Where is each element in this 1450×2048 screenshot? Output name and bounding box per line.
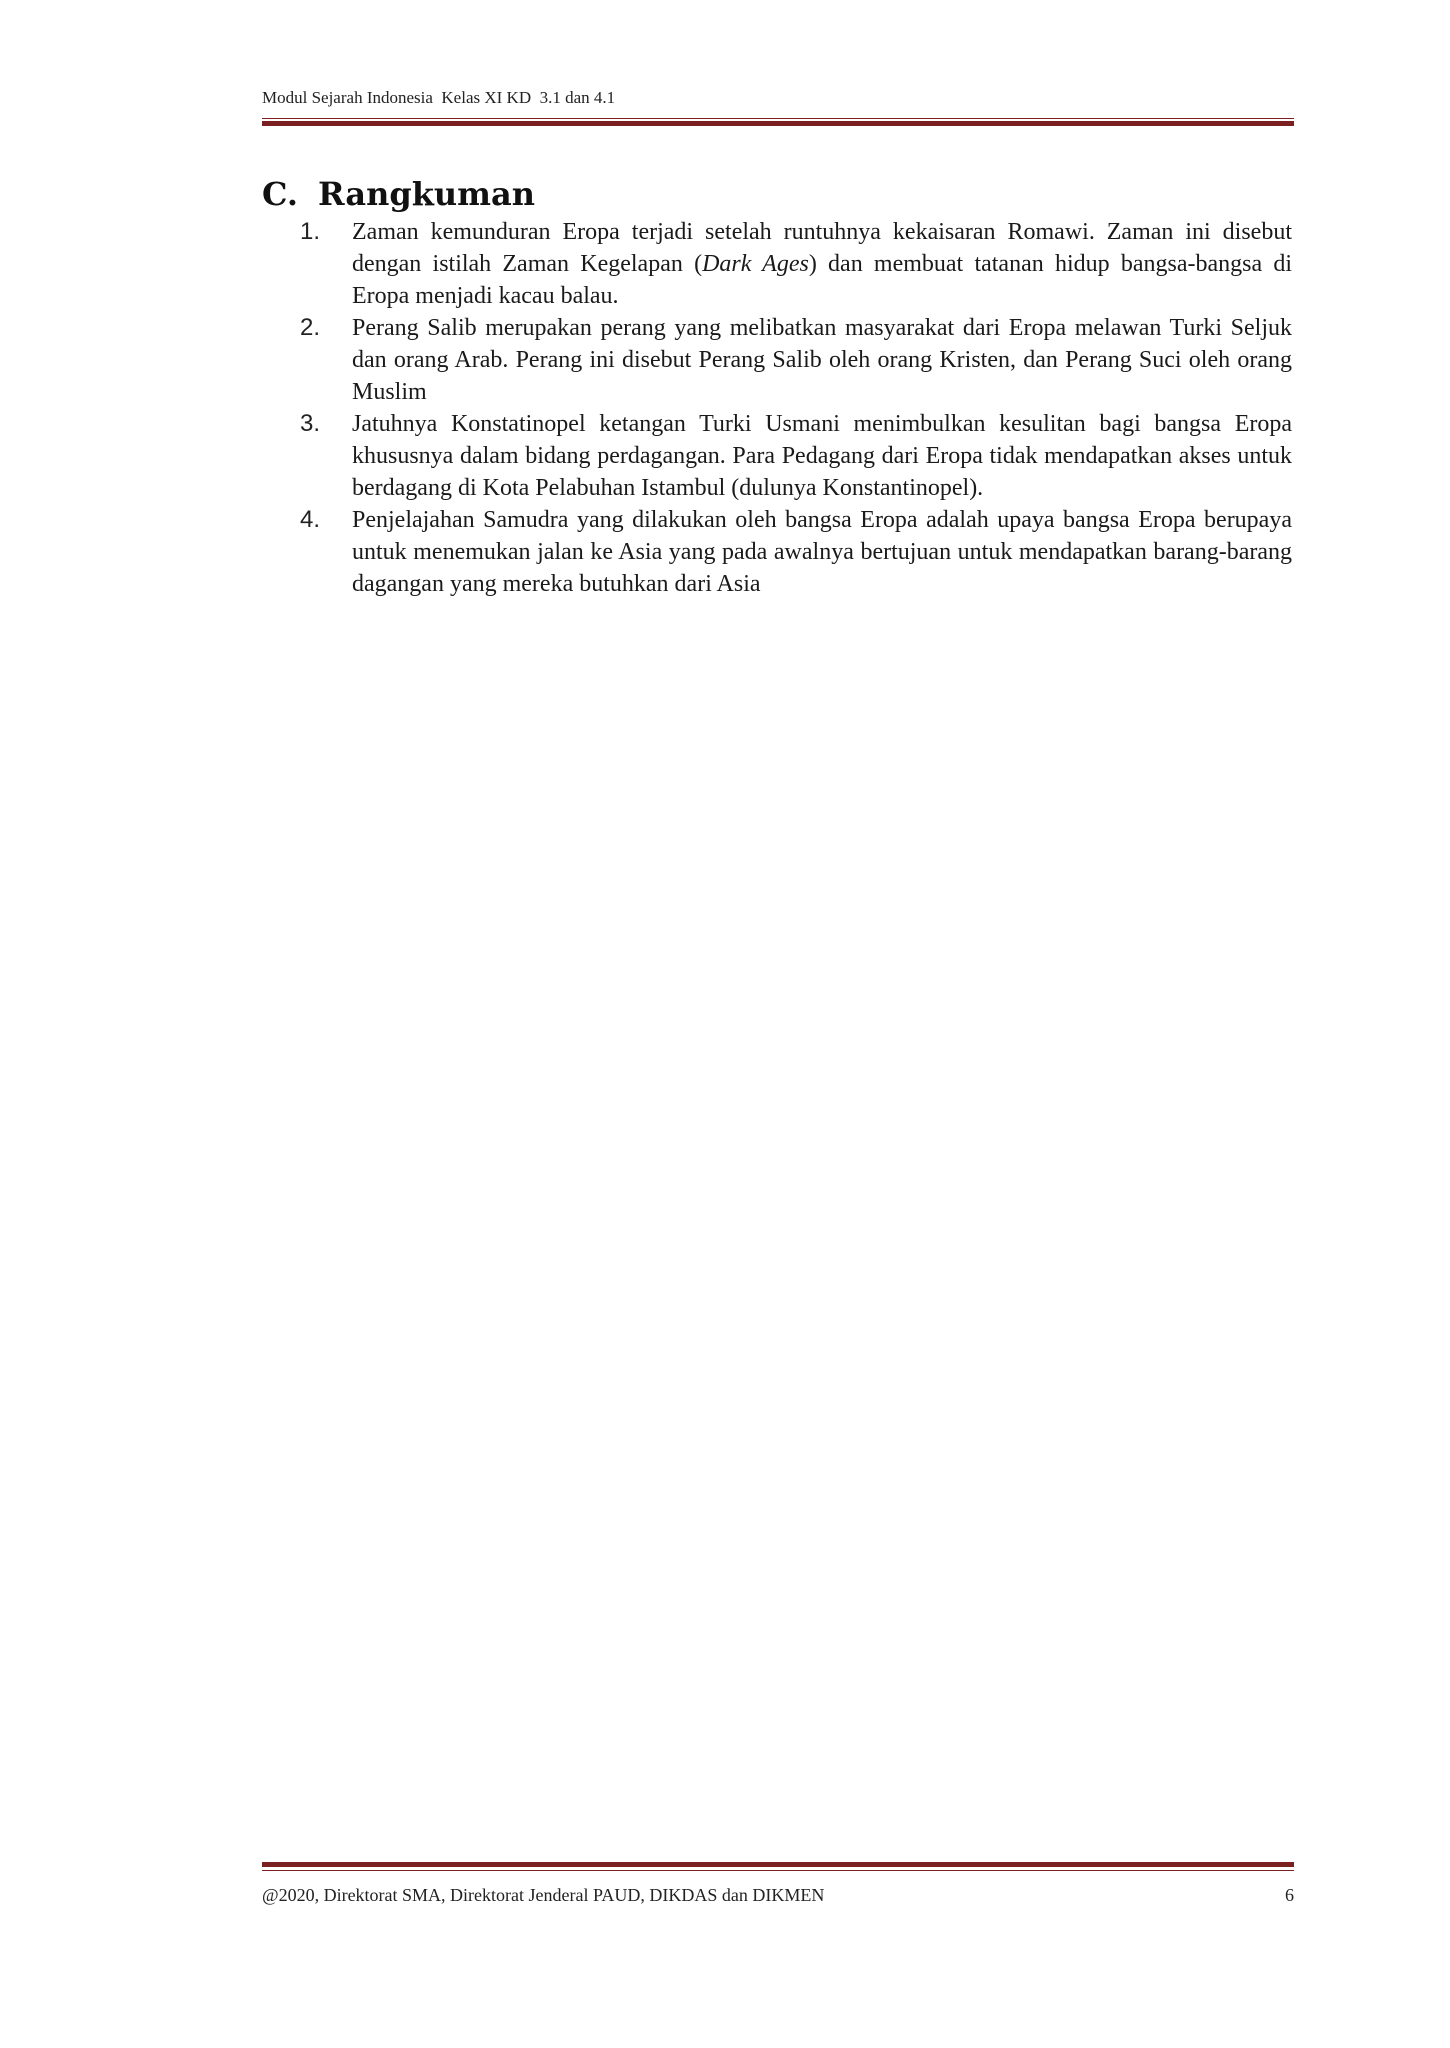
item-number: 2. [300, 314, 321, 341]
section-title [262, 172, 1294, 216]
footer-rule-thin [262, 1870, 1294, 1871]
header-rule-thin [262, 118, 1294, 119]
footer-rule-thick [262, 1862, 1294, 1867]
item-text: Penjelajahan Samudra yang dilakukan oleh bangsa Eropa adalah upaya bangsa Eropa berupaya untuk menemukan jalan ke Asia yang pada awalnya bertujuan untuk mendapatkan barang-barang dagangan yang mereka butuhkan dari Asia [352, 507, 1292, 597]
header-rule-thick [262, 121, 1294, 126]
page-footer [262, 1885, 1294, 1906]
list-item [300, 504, 1292, 600]
list-item [300, 408, 1292, 504]
summary-list [300, 216, 1292, 600]
item-number: 1. [300, 218, 321, 245]
item-number: 4. [300, 506, 321, 533]
item-text-part: Zaman kemunduran Eropa terjadi setelah runtuhnya kekaisaran Romawi. Zaman ini disebut dengan istilah Zaman Kegelapan ( [352, 219, 1292, 277]
page-number: 6 [1285, 1885, 1294, 1905]
list-item [300, 312, 1292, 408]
header-text: Modul Sejarah Indonesia Kelas XI KD 3.1 dan 4.1 [262, 88, 616, 107]
section-title-text: Rangkuman [318, 175, 535, 213]
page-header [262, 88, 1294, 108]
item-text-part: ) dan membuat tatanan hidup bangsa-bangsa di Eropa menjadi kacau balau. [352, 251, 1293, 309]
footer-copyright: @2020, Direktorat SMA, Direktorat Jenderal PAUD, DIKDAS dan DIKMEN [262, 1885, 825, 1905]
section-letter: C. [262, 175, 299, 213]
item-number: 3. [300, 410, 321, 437]
section-heading [262, 172, 1294, 216]
item-text: Jatuhnya Konstatinopel ketangan Turki Usmani menimbulkan kesulitan bagi bangsa Eropa khususnya dalam bidang perdagangan. Para Pedagang dari Eropa tidak mendapatkan akses untuk berdagang di Kota Pelabuhan Istambul (dulunya Konstantinopel). [352, 411, 1292, 501]
item-text [352, 216, 1292, 312]
item-text: Perang Salib merupakan perang yang melibatkan masyarakat dari Eropa melawan Turki Seljuk dan orang Arab. Perang ini disebut Perang Salib oleh orang Kristen, dan Perang Suci oleh orang Muslim [352, 315, 1292, 405]
list-item [300, 216, 1292, 312]
item-text-italic: Dark Ages [702, 251, 809, 277]
